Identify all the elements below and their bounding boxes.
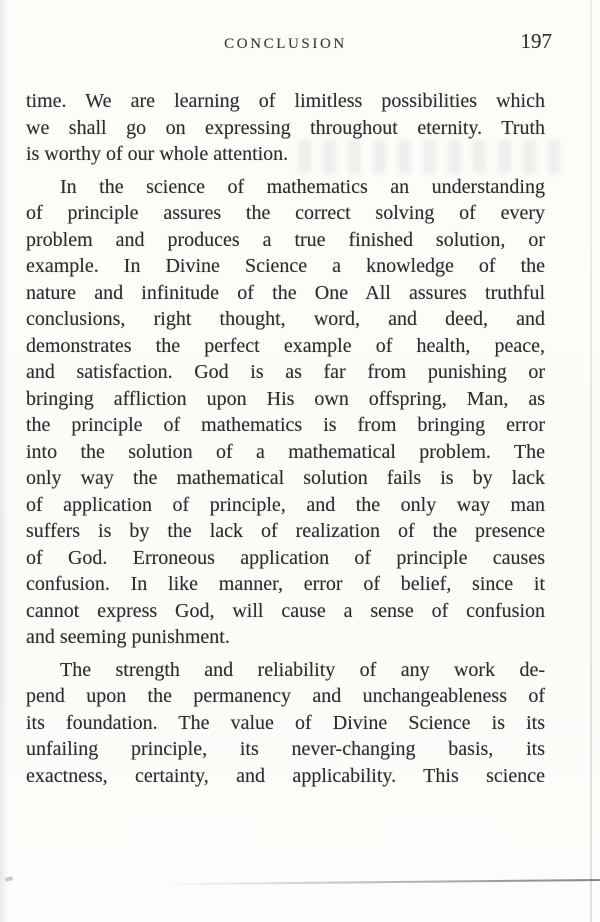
text-line: into the solution of a mathematical problem. The — [26, 440, 545, 463]
text-line: of application of principle, and the only way man — [26, 493, 545, 516]
text-line: cannot express God, will cause a sense of confusion — [26, 599, 545, 622]
text-line: of God. Erroneous application of principle causes — [26, 546, 545, 569]
text-line: and satisfaction. God is as far from punishing or — [26, 361, 545, 383]
running-header — [26, 29, 552, 57]
paragraph — [26, 174, 545, 651]
text-line: example. In Divine Science a knowledge of the — [26, 255, 545, 277]
text-line: nature and infinitude of the One All assures truthful — [26, 281, 545, 304]
text-line: is worthy of our whole attention. — [26, 143, 289, 165]
text-line: the principle of mathematics is from bringing error — [26, 414, 545, 436]
paragraph — [26, 657, 545, 790]
text-line: conclusions, right thought, word, and deed, and — [26, 308, 545, 330]
paragraph — [26, 88, 545, 168]
text-line: time. We are learning of limitless possibilities which — [26, 90, 545, 112]
text-line: problem and produces a true finished solution, or — [26, 228, 545, 251]
text-line: unfailing principle, its never-changing basis, its — [26, 738, 545, 760]
text-line: we shall go on expressing throughout eternity. Truth — [26, 116, 545, 139]
text-line: its foundation. The value of Divine Science is its — [26, 711, 545, 734]
scan-artifact-mark — [5, 876, 14, 882]
text-line: and seeming punishment. — [26, 626, 230, 648]
chapter-title: CONCLUSION — [224, 36, 347, 52]
text-line: In the science of mathematics an understanding — [60, 175, 545, 198]
page-right-edge-line — [590, 0, 592, 922]
text-line: only way the mathematical solution fails is by lack — [26, 467, 545, 489]
page-number: 197 — [520, 29, 552, 53]
text-line: exactness, certainty, and applicability. This science — [26, 764, 545, 787]
page-left-edge-shadow — [0, 0, 8, 922]
text-line: pend upon the permanency and unchangeableness of — [26, 685, 545, 707]
text-block — [26, 88, 545, 789]
text-line: confusion. In like manner, error of belief, since it — [26, 573, 545, 595]
text-line: bringing affliction upon His own offspring, Man, as — [26, 387, 545, 410]
page-bottom-edge-line — [168, 879, 600, 885]
text-line: The strength and reliability of any work de- — [60, 658, 545, 681]
text-line: of principle assures the correct solving of every — [26, 202, 545, 224]
text-line: suffers is by the lack of realization of the presence — [26, 520, 545, 542]
text-line: demonstrates the perfect example of health, peace, — [26, 334, 545, 357]
